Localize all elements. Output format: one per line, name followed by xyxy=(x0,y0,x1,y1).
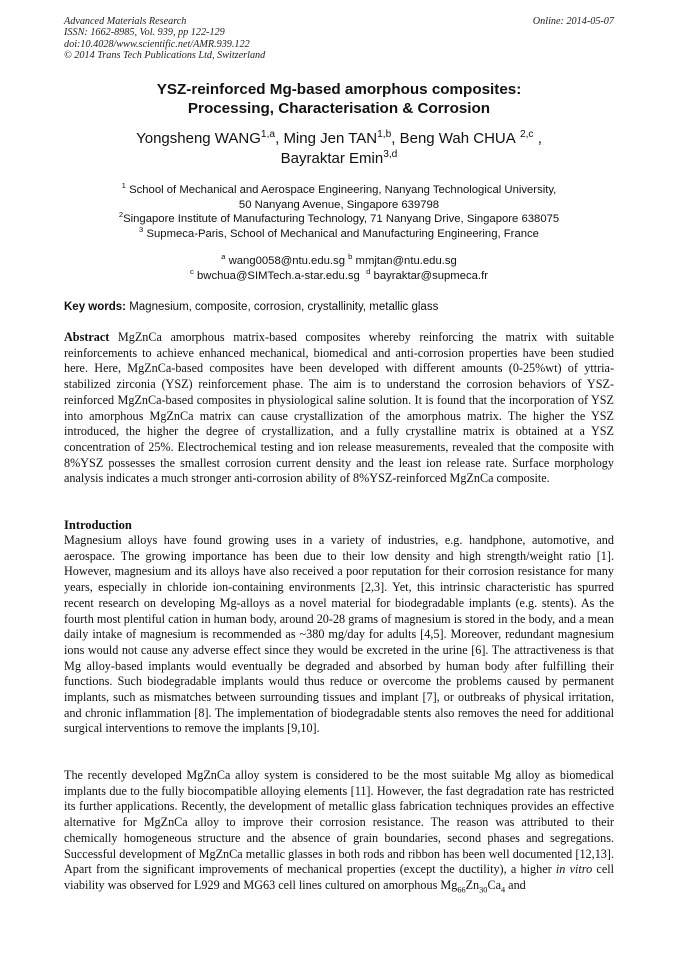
emails xyxy=(64,254,614,283)
author-affil-sup: 3,d xyxy=(383,149,398,160)
abstract xyxy=(64,330,614,487)
paragraph-text: cell viability was observed for L929 and MG63 cell lines cultured on amorphous xyxy=(64,862,614,892)
paragraph-text: The recently developed MgZnCa alloy system is considered to be the most suitable Mg alloy as biomedical implants due to the fully biocompatible alloying elements [11]. However, the fast degradation rate has restricted its further applications. Recently, the development of metallic glass fabrication techniques provides an effective alternative for MgZnCa alloy to improve their corrosion resistance. The reason was attributed to their chemically homogeneous structure and the absence of grain boundaries, second phases and segregations. Successful development of MgZnCa metallic glasses in both rods and ribbon has been well documented [12,13]. Apart from the significant improvements of mechanical properties (except the ductility), a higher xyxy=(64,768,614,877)
affiliation-1: School of Mechanical and Aerospace Engineering, Nanyang Technological University, xyxy=(129,184,557,196)
affiliation-2: Singapore Institute of Manufacturing Technology, 71 Nanyang Drive, Singapore 638075 xyxy=(123,213,560,225)
author-affil-sup: 2,c xyxy=(519,129,534,140)
introduction-paragraph-2 xyxy=(64,768,614,894)
introduction-heading: Introduction xyxy=(64,518,132,532)
author-affil-sup: 1,a xyxy=(260,129,276,140)
introduction-paragraph-1: Magnesium alloys have found growing uses in a variety of industries, e.g. handphone, automotive, and aerospace. The growing importance has been due to their low density and high strength/weight ratio [1]. However, magnesium and its alloys have also received a poor reputation for their corrosion resistance for many years, especially in chloride ion-containing environments [2,3]. Yet, this intrinsic characteristic has spurred recent research on developing Mg-alloys as a novel material for biodegradable implants (e.g. stents). As the fourth most plentiful cation in human body, around 20-28 grams of magnesium is stored in the body, and a mean daily intake of magnesium is recommended as ~380 mg/day for adults [4,5]. Moreover, redundant magnesium ions would not cause any adverse effect since they would be excreted in the urine [6]. The attractiveness is that Mg alloy-based implants would eventually be degraded and absorbed by human body after fulfilling their functions. Such biodegradable implants would thus reduce or overcome the problems caused by permanent implants, such as mismatches between surrounding tissues and implant [7], or outbreaks of physical irritation, and chronic inflammation [8]. The implementation of biodegradable stents also removes the need for additional surgical interventions to remove the implants [9,10]. xyxy=(64,533,614,736)
journal-header xyxy=(64,16,265,62)
author-name: Beng Wah CHUA xyxy=(399,130,516,147)
affiliations xyxy=(64,183,614,241)
abstract-label: Abstract xyxy=(64,330,110,344)
title-line-2: Processing, Characterisation & Corrosion xyxy=(187,100,491,117)
affil-marker: 2 xyxy=(118,210,124,220)
affil-marker: 3 xyxy=(139,224,144,234)
email-a[interactable]: wang0058@ntu.edu.sg xyxy=(228,255,345,267)
formula: $Mg_{66}Zn_{30}Ca_4$ xyxy=(440,877,506,895)
email-marker: b xyxy=(348,252,353,262)
paper-title xyxy=(64,80,614,118)
affil-marker: 1 xyxy=(121,181,126,191)
paragraph-text: and xyxy=(508,877,526,892)
online-date: Online: 2014-05-07 xyxy=(532,16,614,27)
keywords-label: Key words: xyxy=(64,301,126,313)
abstract-text: MgZnCa amorphous matrix-based composites whereby reinforcing the matrix with suitable reinforcements to achieve enhanced mechanical, biomedical and anti-corrosion properties have been studied here. Here, MgZnCa-based composites have been developed with different amounts (0-25%wt) of yttria-stabilized zirconia (YSZ) reinforcement phase. The aim is to understand the corrosion behaviors of YSZ-reinforced MgZnCa-based composites in physiological saline solution. It is found that the incorporation of YSZ into amorphous MgZnCa matrix can cause crystallization of the amorphous matrix. The higher the YSZ introduced, the higher the degree of crystallization, and a fully crystalline matrix is obtained at a YSZ concentration of 25%. Electrochemical testing and ion release measurements, revealed that the composite with 8%YSZ possesses the smallest corrosion current density and the least ion release rate. Surface morphology analysis indicates a much stronger anti-corrosion ability of 8%YSZ-reinforced MgZnCa composite. xyxy=(64,330,614,486)
author-name: Yongsheng WANG xyxy=(136,130,261,147)
email-marker: a xyxy=(221,252,226,262)
author-affil-sup: 1,b xyxy=(377,129,392,140)
doi[interactable]: doi:10.4028/www.scientific.net/AMR.939.122 xyxy=(64,38,250,50)
affiliation-1-address: 50 Nanyang Avenue, Singapore 639798 xyxy=(238,198,440,211)
email-b[interactable]: mmjtan@ntu.edu.sg xyxy=(355,255,457,267)
affiliation-3: Supmeca-Paris, School of Mechanical and Manufacturing Engineering, France xyxy=(146,227,539,240)
copyright: © 2014 Trans Tech Publications Ltd, Switzerland xyxy=(64,50,266,62)
journal-name: Advanced Materials Research xyxy=(64,16,187,27)
title-line-1: YSZ-reinforced Mg-based amorphous composites: xyxy=(156,81,522,98)
email-c[interactable]: bwchua@SIMTech.a-star.edu.sg xyxy=(197,269,360,282)
paragraph-italic: in vitro xyxy=(555,862,593,877)
email-marker: c xyxy=(190,266,194,276)
author-list: Yongsheng WANG$^{1,a}$, Ming Jen TAN$^{1,b}$, Beng Wah CHUA $^{2,c}$ , Bayraktar Emin$^{3,d}$ xyxy=(136,129,542,167)
author-name: Ming Jen TAN xyxy=(283,130,378,147)
email-marker: d xyxy=(366,266,371,276)
keywords xyxy=(64,300,614,314)
issn: ISSN: 1662-8985, Vol. 939, pp 122-129 xyxy=(64,27,225,39)
keywords-text: Magnesium, composite, corrosion, crystallinity, metallic glass xyxy=(129,301,439,313)
email-d[interactable]: bayraktar@supmeca.fr xyxy=(373,269,488,282)
author-name: Bayraktar Emin xyxy=(280,150,384,167)
